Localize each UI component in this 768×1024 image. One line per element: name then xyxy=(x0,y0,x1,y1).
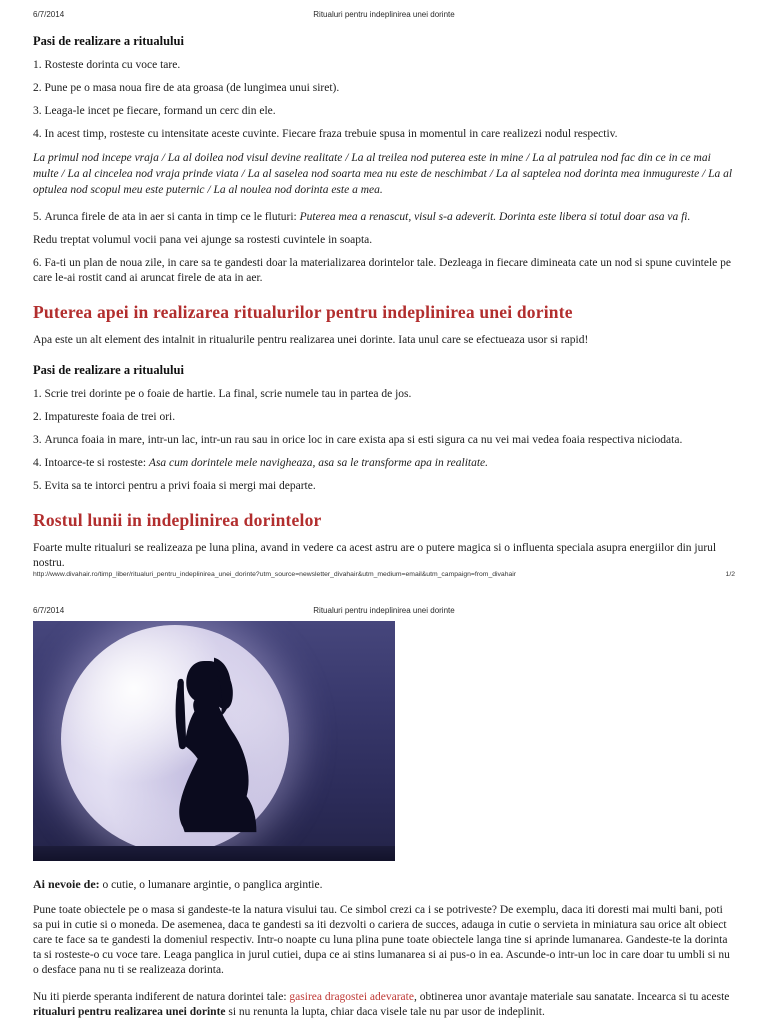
page2-content xyxy=(0,621,768,1020)
list-item: 1. Scrie trei dorinte pe o foaie de hartie. La final, scrie numele tau in partea de jos. xyxy=(33,388,412,400)
header-title: Ritualuri pentru indeplinirea unei dorinte xyxy=(313,606,455,615)
ritual-steps-list-1 xyxy=(33,58,735,142)
header-title: Ritualuri pentru indeplinirea unei dorinte xyxy=(313,10,455,19)
ritual-steps-list-2 xyxy=(33,387,735,494)
closing-paragraph: Nu iti pierde speranta indiferent de natura dorintei tale: gasirea dragostei adevarate, obtinerea unor avantaje materiale sau sanatate. Incearca si tu aceste ritualuri pentru realizarea unei dorinte si nu renunta la lupta, chiar daca visele tale nu par usor de indeplinit. xyxy=(33,991,730,1018)
incantation-paragraph: La primul nod incepe vraja / La al doilea nod visul devine realitate / La al treilea nod puterea este in mine / La al patrulea nod fac din ce in ce mai multe / La al cincelea nod vraja prinde viata / La al saselea nod soarta mea nu este de neschimbat / La al saptelea nod dorinta mea inmugureste / La al optulea nod scopul meu este puternic / La al noulea nod dorinta este a mea. xyxy=(33,152,733,196)
incantation-inline: Asa cum dorintele mele navigheaza, asa sa le transforme apa in realitate. xyxy=(148,457,489,469)
list-item: 5. Evita sa te intorci pentru a privi foaia si mergi mai departe. xyxy=(33,480,316,492)
note-paragraph: Redu treptat volumul vocii pana vei ajunge sa rostesti cuvintele in soapta. xyxy=(33,234,373,246)
footer-url: http://www.divahair.ro/timp_liber/ritualuri_pentru_indeplinirea_unei_dorinte?utm_source=newsletter_divahair&utm_medium=email&utm_campaign=from_divahair xyxy=(33,571,517,578)
list-item-step6: 6. Fa-ti un plan de noua zile, in care sa te gandesti doar la materializarea dorintelor tale. Dezleaga in fiecare dimineata cate un nod si spune cuvintele pe care le-ai rostit cand ai aruncat firele de ata in aer. xyxy=(33,257,732,284)
list-item: 2. Impatureste foaia de trei ori. xyxy=(33,411,176,423)
section-heading-water: Puterea apei in realizarea ritualurilor pentru indeplinirea unei dorinte xyxy=(33,302,573,322)
section-heading-moon: Rostul lunii in indeplinirea dorintelor xyxy=(33,510,322,530)
page-footer xyxy=(33,571,735,578)
image-ground-band xyxy=(33,846,395,861)
need-label: Ai nevoie de: xyxy=(33,877,100,891)
footer-page-number: 1/2 xyxy=(725,571,735,578)
list-item: 3. Arunca foaia in mare, intr-un lac, intr-un rau sau in orice loc in care exista apa si esti sigura ca nu vei mai vedea foaia respectiva niciodata. xyxy=(33,434,683,446)
need-paragraph: Ai nevoie de: o cutie, o lumanare argintie, o panglica argintie. xyxy=(33,877,323,891)
true-love-link[interactable]: gasirea dragostei adevarate xyxy=(289,991,414,1003)
header-date: 6/7/2014 xyxy=(33,606,65,615)
instructions-paragraph: Pune toate obiectele pe o masa si gandeste-te la natura visului tau. Ce simbol crezi ca i se potriveste? De exemplu, daca iti doresti mai multi bani, poti sa pui in cutie si o moneda. De asemenea, daca te gandesti sa iti dezvolti o cariera de succes, adauga in cutie o servieta in miniatura sau orice alt obiect care te face sa te gandesti la domeniul respectiv. Intr-o noapte cu luna plina pune toate obiectele langa tine si aprinde lumanarea. Gandeste-te la dorinta ta si rosteste-o cu voce tare. Leaga panglica in jurul cutiei, dupa ce ai stins lumanarea si ai pus-o in ea. Ascunde-o intr-un loc in care doar tu umbli si nu o desface pana nu ti se realizeaza dorinta. xyxy=(33,904,730,976)
page-header xyxy=(0,0,768,19)
praying-silhouette-graphic xyxy=(129,643,299,855)
list-item: 3. Leaga-le incet pe fiecare, formand un cerc din ele. xyxy=(33,105,276,117)
section-heading-steps-1: Pasi de realizare a ritualului xyxy=(33,34,184,48)
section-heading-steps-2: Pasi de realizare a ritualului xyxy=(33,363,184,377)
list-item: 2. Pune pe o masa noua fire de ata groasa (de lungimea unui siret). xyxy=(33,82,340,94)
page1-content xyxy=(0,34,768,571)
praying-woman-moon-image xyxy=(33,621,395,861)
list-item-step5: 5. Arunca firele de ata in aer si canta in timp ce le fluturi: Puterea mea a renascut, visul s-a adeverit. Dorinta este libera si totul doar asa va fi. xyxy=(33,211,691,223)
moon-intro-paragraph: Foarte multe ritualuri se realizeaza pe luna plina, avand in vedere ca acest astru are o putere magica si o influenta speciala asupra energiilor din jurul nostru. xyxy=(33,542,717,569)
list-item: 4. In acest timp, rosteste cu intensitate aceste cuvinte. Fiecare fraza trebuie spusa in momentul in care realizezi nodul respectiv. xyxy=(33,128,618,140)
header-date: 6/7/2014 xyxy=(33,10,65,19)
list-item: 4. Intoarce-te si rosteste: Asa cum dorintele mele navigheaza, asa sa le transforme apa in realitate. xyxy=(33,457,489,469)
list-item: 1. Rosteste dorinta cu voce tare. xyxy=(33,59,181,71)
document-page-2 xyxy=(0,596,768,1024)
page-header xyxy=(0,596,768,615)
water-intro-paragraph: Apa este un alt element des intalnit in ritualurile pentru realizarea unei dorinte. Iata unul care se efectueaza usor si rapid! xyxy=(33,334,589,346)
incantation-inline: Puterea mea a renascut, visul s-a adeverit. Dorinta este libera si totul doar asa va fi. xyxy=(299,211,691,223)
ritual-bold-phrase: ritualuri pentru realizarea unei dorinte xyxy=(33,1006,226,1018)
